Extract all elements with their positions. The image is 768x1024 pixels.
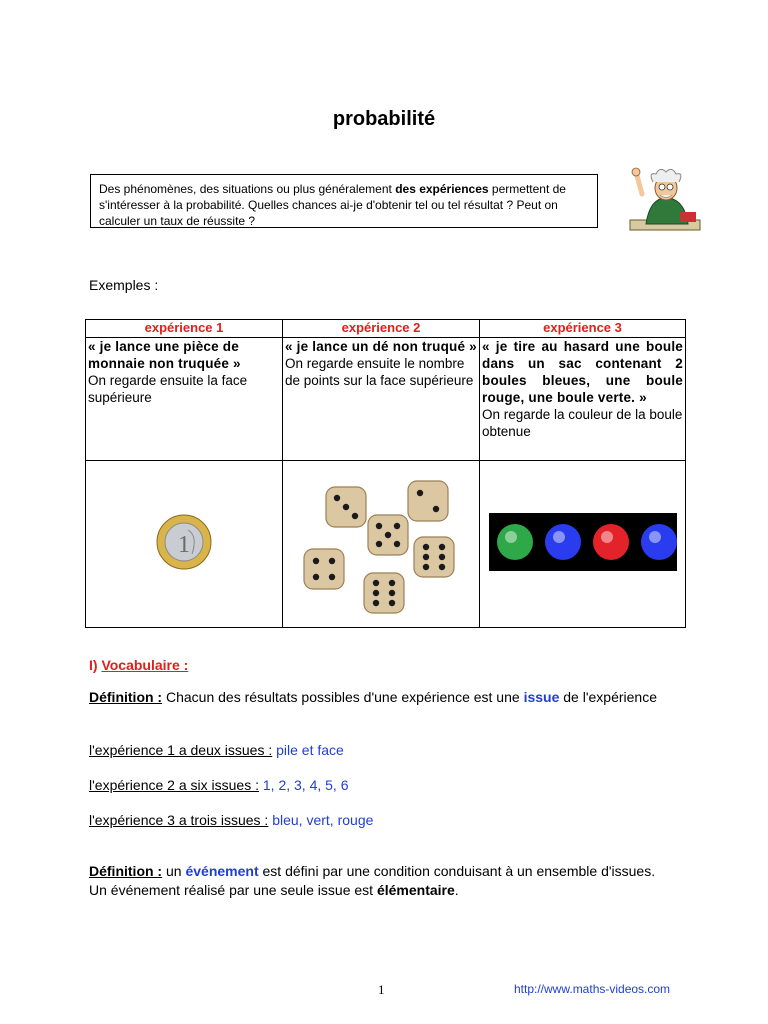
definition-issue xyxy=(89,688,669,707)
table-text-row xyxy=(86,338,686,461)
die-pip xyxy=(439,543,445,549)
issues-line-2 xyxy=(89,776,669,795)
issues-1-label: l'expérience 1 a deux issues : xyxy=(89,742,273,758)
die-pip xyxy=(423,553,429,559)
ball-green xyxy=(497,524,533,560)
intro-text-2: permettent de s'intéresser à la probabilité. Quelles chances ai-je d'obtenir tel ou tel résultat ? Peut on calculer un taux de réussite ? xyxy=(99,182,566,228)
definition-2-term-2: élémentaire xyxy=(376,882,455,898)
intro-bold: des expériences xyxy=(395,182,489,196)
die-pip xyxy=(423,543,429,549)
die-pip xyxy=(433,505,439,511)
issues-3-values: bleu, vert, rouge xyxy=(268,812,374,828)
die-pip xyxy=(439,563,445,569)
ball-blue xyxy=(641,524,677,560)
ball-red xyxy=(593,524,629,560)
die-pip xyxy=(376,522,382,528)
definition-1-label: Définition : xyxy=(89,689,163,705)
professor-illustration xyxy=(626,164,704,234)
svg-text:1: 1 xyxy=(178,531,190,558)
table-header-row xyxy=(86,320,686,338)
intro-box xyxy=(90,174,598,228)
dice-image xyxy=(296,467,466,617)
die xyxy=(304,549,344,589)
definition-2-text-2: est défini par une condition conduisant à un ensemble d'issues. Un événement réalisé par une seule issue est xyxy=(89,863,656,898)
die-pip xyxy=(423,563,429,569)
page-title: probabilité xyxy=(332,108,436,130)
die-pip xyxy=(394,522,400,528)
ball-highlight xyxy=(553,531,565,543)
dice-image-cell xyxy=(283,461,480,628)
experiment-2-desc: On regarde ensuite le nombre de points sur la face supérieure xyxy=(285,356,474,388)
table-image-row xyxy=(86,461,686,628)
coin-image-cell xyxy=(86,461,283,628)
issues-line-3 xyxy=(89,811,669,830)
footer-url-link[interactable]: http://www.maths-videos.com xyxy=(514,982,671,996)
die-pip xyxy=(352,512,358,518)
issues-2-values: 1, 2, 3, 4, 5, 6 xyxy=(258,777,349,793)
die-pip xyxy=(313,557,319,563)
examples-label: Exemples : xyxy=(89,277,159,293)
page-number: 1 xyxy=(378,982,385,997)
ball-highlight xyxy=(505,531,517,543)
experiment-3-quote: « je tire au hasard une boule dans un sac contenant 2 boules bleues, une boule rouge, une boule verte. » xyxy=(482,339,683,405)
issues-1-values: pile et face xyxy=(272,742,344,758)
die-pip xyxy=(373,589,379,595)
ball-highlight xyxy=(649,531,661,543)
issues-3-label: l'expérience 3 a trois issues : xyxy=(89,812,269,828)
die-pip xyxy=(389,589,395,595)
intro-text-1: Des phénomènes, des situations ou plus généralement xyxy=(99,182,396,196)
die-pip xyxy=(389,579,395,585)
issues-2-label: l'expérience 2 a six issues : xyxy=(89,777,259,793)
ball-blue xyxy=(545,524,581,560)
die-pip xyxy=(313,573,319,579)
experiment-3-header: expérience 3 xyxy=(480,320,686,338)
issues-line-1 xyxy=(89,741,669,760)
experiment-3-desc: On regarde la couleur de la boule obtenue xyxy=(482,407,683,439)
definition-1-term: issue xyxy=(523,689,560,705)
experiment-1-header: expérience 1 xyxy=(86,320,283,338)
die-pip xyxy=(373,579,379,585)
die-pip xyxy=(417,489,423,495)
definition-event xyxy=(89,862,669,900)
definition-1-text-1: Chacun des résultats possibles d'une expérience est une xyxy=(162,689,524,705)
die-pip xyxy=(439,553,445,559)
balls-image-cell xyxy=(480,461,686,628)
die-pip xyxy=(329,557,335,563)
section-title: Vocabulaire : xyxy=(101,657,189,673)
euro-coin-image xyxy=(154,512,214,572)
experiment-2-cell xyxy=(283,338,480,461)
experiment-2-header: expérience 2 xyxy=(283,320,480,338)
balls-image xyxy=(489,513,677,571)
experiment-1-desc: On regarde ensuite la face supérieure xyxy=(88,373,248,405)
definition-2-label: Définition : xyxy=(89,863,163,879)
experiment-3-cell xyxy=(480,338,686,461)
section-prefix: I) xyxy=(89,657,102,673)
die-pip xyxy=(343,503,349,509)
die-pip xyxy=(334,494,340,500)
definition-2-text-3: . xyxy=(454,882,459,898)
die xyxy=(364,573,404,613)
experiment-2-quote: « je lance un dé non truqué » xyxy=(285,339,477,354)
definition-2-text-1: un xyxy=(162,863,186,879)
die-pip xyxy=(373,599,379,605)
experiments-table xyxy=(85,319,686,628)
die xyxy=(408,481,448,521)
die xyxy=(414,537,454,577)
experiment-1-cell xyxy=(86,338,283,461)
ball-highlight xyxy=(601,531,613,543)
definition-1-text-2: de l'expérience xyxy=(559,689,657,705)
die-pip xyxy=(329,573,335,579)
definition-2-term: événement xyxy=(185,863,259,879)
die-pip xyxy=(389,599,395,605)
die-pip xyxy=(376,540,382,546)
section-heading xyxy=(89,657,188,673)
die-pip xyxy=(394,540,400,546)
die-pip xyxy=(385,531,391,537)
experiment-1-quote: « je lance une pièce de monnaie non truquée » xyxy=(88,339,241,371)
